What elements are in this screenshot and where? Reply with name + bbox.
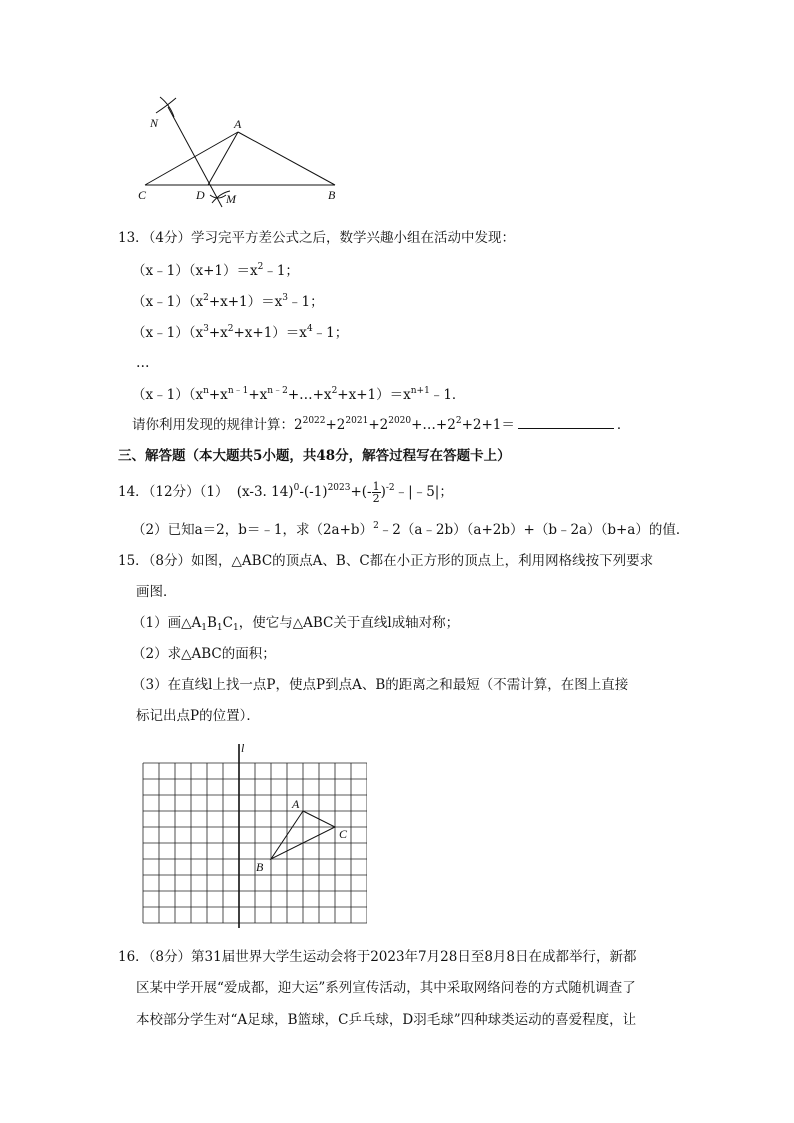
label-M: M (226, 192, 236, 206)
q13-f4-b: +x (208, 387, 228, 403)
q14-label: 14．（12分）（1） (118, 484, 229, 500)
q13-f4-tail: ﹣1． (429, 387, 466, 403)
label-C: C (138, 188, 147, 202)
q13-formula-1 (132, 262, 299, 280)
q13-f4-c: +x (248, 387, 268, 403)
q13-calc-exp3: 2020 (388, 416, 412, 426)
q14-p1-a: (x-3. 14) (236, 484, 294, 500)
q14-part2-exp: 2 (373, 521, 379, 531)
q14-p1-b: -(-1) (299, 484, 328, 500)
q16-line3: 本校部分学生对“A足球，B篮球，C乒乓球，D羽毛球”四种球类运动的喜爱程度，让 (136, 1012, 637, 1028)
q15-sub3-line2: 标记出点P的位置）． (136, 708, 260, 724)
q13-f4-exp5: n+1 (410, 386, 430, 396)
q15-sub1-c: C (222, 615, 233, 631)
q13-f4-d: +…+x (287, 387, 332, 403)
segment-AD (208, 132, 238, 185)
segment-AB (238, 132, 335, 185)
q13-f1-exp: 2 (257, 262, 264, 272)
q13-calc-exp1: 2022 (302, 416, 326, 426)
q13-formula-general (132, 386, 465, 404)
q13-f2-tail: ﹣1； (288, 294, 324, 310)
q13-f2-a: （x﹣1）（x (132, 294, 204, 310)
label-B: B (328, 188, 336, 202)
q14-p1-exp2: 2023 (327, 483, 351, 493)
q13-calc-exp4: 2 (455, 416, 462, 426)
q13-calc-f: +2+1＝ (461, 417, 515, 433)
grid-figure (135, 740, 367, 932)
q13-calc-b: +2 (325, 417, 346, 433)
q14-p1-exp1: 0 (293, 483, 300, 493)
q13-f2-b: +x+1）＝x (208, 294, 283, 310)
q13-f2-exp2: 3 (282, 293, 288, 303)
q13-f4-a: （x﹣1）（x (132, 387, 204, 403)
q14-p1-c: +(- (350, 484, 372, 500)
perpendicular-bisector-NM (168, 107, 222, 207)
q13-f4-exp2: n﹣1 (227, 386, 249, 396)
q15-sub1 (132, 614, 459, 632)
q15-sub1-s3: 1 (232, 623, 239, 633)
q14-p1-exp3: -2 (385, 483, 395, 493)
q13-f2-exp1: 2 (203, 293, 209, 303)
q13-f4-exp4: 2 (331, 386, 338, 396)
q13-f3-b: +x (208, 325, 228, 341)
q15-sub3-line1: （3）在直线l上找一点P，使点P到点A、B的距离之和最短（不需计算，在图上直接 (132, 677, 629, 693)
fraction-denominator: 2 (372, 492, 380, 505)
q14-part2-a: （2）已知a＝2，b＝﹣1，求（2a+b） (132, 522, 374, 538)
arc-N (156, 98, 176, 113)
section-3-heading: 三、解答题（本大题共5小题，共48分，解答过程写在答题卡上） (118, 448, 511, 464)
q14-part2-b: ﹣2（a﹣2b）（a+2b）+（b﹣2a）（b+a）的值． (378, 522, 690, 538)
answer-blank[interactable] (518, 416, 614, 429)
q13-f3-exp2: 2 (227, 324, 234, 334)
segment-CA (145, 132, 238, 185)
label-N: N (150, 116, 159, 130)
q13-calc-end: ． (616, 417, 631, 433)
grid-label-A: A (292, 797, 300, 811)
q16-line2: 区某中学开展“爱成都，迎大运”系列宣传活动，其中采取网络问卷的方式随机调查了 (136, 980, 636, 996)
q15-sub1-b: B (206, 615, 217, 631)
triangle-construction-figure (130, 95, 360, 210)
q13-ellipsis: … (136, 355, 150, 371)
q13-formula-3 (132, 324, 348, 342)
q13-f1-text: （x﹣1）（x+1）＝x (132, 263, 258, 279)
q15-line1: 15．（8分）如图，△ABC的顶点A、B、C都在小正方形的顶点上，利用网格线按下列要求 (118, 553, 654, 569)
q13-f3-exp3: 4 (306, 324, 313, 334)
q14-part1 (118, 481, 453, 504)
grid-lines (143, 763, 367, 923)
q13-calc-exp2: 2021 (345, 416, 369, 426)
q14-p1-d: ) (380, 484, 386, 500)
q13-calc-a: 请你利用发现的规律计算：2 (132, 417, 303, 433)
label-A: A (234, 117, 242, 131)
fraction-numerator: 1 (372, 480, 380, 493)
fraction-one-half (372, 481, 381, 504)
q14-p1-f: ﹣|﹣5|； (394, 484, 453, 500)
q13-f4-exp1: n (203, 386, 209, 396)
grid-label-C: C (339, 827, 348, 841)
q15-sub1-s2: 1 (216, 623, 223, 633)
q16-line1: 16．（8分）第31届世界大学生运动会将于2023年7月28日至8月8日在成都举行，新都 (118, 949, 637, 965)
q13-f1-tail: ﹣1； (263, 263, 299, 279)
q15-sub1-a: （1）画△A (132, 615, 202, 631)
q14-part2 (132, 521, 689, 539)
q13-calculation (132, 416, 630, 434)
q13-f3-exp1: 3 (203, 324, 209, 334)
label-D: D (196, 188, 205, 202)
q13-formula-2 (132, 293, 324, 311)
q13-f3-a: （x﹣1）（x (132, 325, 204, 341)
q13-f4-f: +x+1）＝x (337, 387, 411, 403)
q13-calc-d: +…+2 (411, 417, 456, 433)
q13-f3-c: +x+1）＝x (233, 325, 307, 341)
q15-sub1-d: ，使它与△ABC关于直线l成轴对称； (238, 615, 460, 631)
q15-sub2: （2）求△ABC的面积； (132, 646, 276, 662)
q15-line2: 画图． (136, 584, 177, 600)
q13-f4-exp3: n﹣2 (267, 386, 288, 396)
q13-calc-c: +2 (368, 417, 389, 433)
q15-sub1-s1: 1 (201, 623, 207, 633)
q13-stem: 13．（4分）学习完平方差公式之后，数学兴趣小组在活动中发现： (118, 230, 516, 246)
grid-label-B: B (256, 860, 264, 874)
grid-label-l: l (241, 741, 245, 755)
q13-f3-tail: ﹣1； (312, 325, 349, 341)
